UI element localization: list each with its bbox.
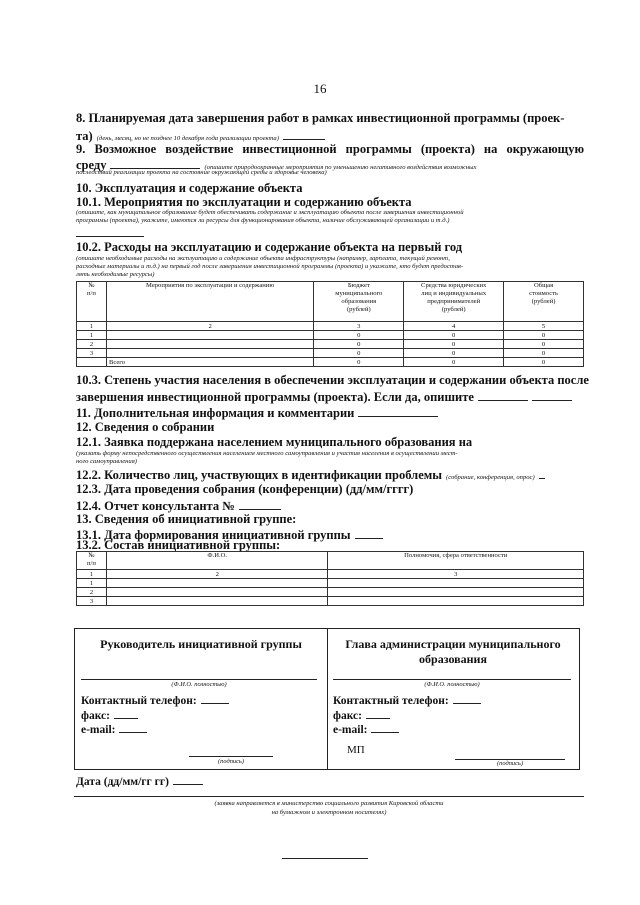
leader-fax-blank	[114, 708, 138, 719]
section-10-title: 10. Эксплуатация и содержание объекта	[76, 181, 303, 195]
head-sign-note: (подпись)	[497, 760, 523, 767]
expenses-header-num: № п/п	[77, 282, 107, 322]
group-table-header	[77, 552, 584, 570]
section-12-2-blank	[539, 468, 545, 479]
table-cell: 0	[314, 358, 404, 367]
section-8-title: 8. Планируемая дата завершения работ в рамках инвестиционной программы (проек-	[76, 111, 565, 125]
section-8-blank	[283, 129, 325, 140]
head-phone-blank	[453, 693, 481, 704]
section-12-1-note: (указать форму непосредственного осуществления населением местного самоуправления и участия населения в осуществлении мест-	[76, 450, 458, 457]
table-cell: 0	[404, 358, 504, 367]
table-cell: 3	[314, 322, 404, 331]
section-12-1-title: 12.1. Заявка поддержана населением муниципального образования на	[76, 435, 473, 449]
section-10-1-blank	[76, 236, 144, 237]
table-cell: 3	[328, 570, 584, 579]
section-13-title: 13. Сведения об инициативной группе:	[76, 512, 297, 526]
head-phone-label: Контактный телефон:	[333, 695, 449, 707]
table-cell: 0	[314, 331, 404, 340]
head-email-label: e-mail:	[333, 724, 368, 736]
table-cell: 1	[77, 579, 107, 588]
table-cell: 1	[77, 322, 107, 331]
date-blank	[173, 774, 203, 785]
leader-phone-label: Контактный телефон:	[81, 695, 197, 707]
leader-fio-note: (Ф.И.О. полностью)	[171, 681, 227, 688]
section-9-blank	[110, 158, 200, 169]
leader-sign-line	[189, 756, 273, 757]
table-cell: 0	[404, 349, 504, 358]
section-11-blank	[358, 406, 438, 417]
leader-fax-label: факс:	[81, 710, 110, 722]
section-9-title: 9. Возможное воздействие инвестиционной программы (проекта) на окружающую	[76, 142, 584, 156]
section-10-1-note-2: программы (проекта), укажите, имеются ли ресурсы для функционирования объекта, наличие обслуживающей организации и т.д.)	[76, 217, 450, 224]
table-cell: 0	[504, 340, 584, 349]
expenses-table-header	[77, 282, 584, 322]
table-row	[77, 349, 584, 358]
section-12-4-blank	[239, 499, 281, 510]
group-header-num: № п/п	[77, 552, 107, 570]
head-fax-blank	[366, 708, 390, 719]
table-cell: Всего	[106, 358, 313, 367]
section-9-title-end: среду	[76, 158, 107, 172]
section-11-title: 11. Дополнительная информация и комментарии	[76, 406, 355, 420]
table-cell: 3	[77, 349, 107, 358]
date-label: Дата (дд/мм/гг гг)	[76, 776, 169, 788]
signature-block	[74, 628, 580, 770]
table-cell	[328, 597, 584, 606]
table-cell: 0	[504, 349, 584, 358]
table-cell: 1	[77, 331, 107, 340]
table-cell: 4	[404, 322, 504, 331]
section-13-2-title: 13.2. Состав инициативной группы:	[76, 538, 281, 552]
table-cell: 0	[404, 340, 504, 349]
table-cell: 0	[404, 331, 504, 340]
section-10-3-title-end: завершения инвестиционной программы (проекта). Если да, опишите	[76, 390, 474, 404]
table-cell	[106, 331, 313, 340]
table-cell	[106, 588, 328, 597]
section-10-3-blank	[478, 390, 528, 401]
table-cell: 3	[77, 597, 107, 606]
footer-note-2: на бумажном и электронном носителях)	[271, 809, 387, 816]
expenses-header-municipal: Бюджет муниципального образования (рублей)	[314, 282, 404, 322]
head-fax-label: факс:	[333, 710, 362, 722]
leader-email	[81, 720, 147, 738]
table-cell: 0	[314, 340, 404, 349]
head-email	[333, 720, 399, 738]
leader-phone-blank	[201, 693, 229, 704]
table-cell	[328, 579, 584, 588]
table-cell: 2	[106, 322, 313, 331]
footer-rule	[74, 796, 584, 797]
section-8-note: (день, месяц, но не позднее 10 декабря года реализации проекта)	[96, 135, 279, 142]
table-cell	[106, 597, 328, 606]
table-cell	[77, 358, 107, 367]
section-10-3-blank-2	[532, 390, 572, 401]
section-10-2-title: 10.2. Расходы на эксплуатацию и содержание объекта на первый год	[76, 240, 463, 254]
expenses-table	[76, 281, 584, 367]
table-cell: 0	[504, 331, 584, 340]
leader-fio-line	[81, 679, 317, 680]
table-cell	[106, 349, 313, 358]
section-12-title: 12. Сведения о собрании	[76, 420, 215, 434]
section-10-1-title: 10.1. Мероприятия по эксплуатации и содержанию объекта	[76, 195, 412, 209]
expenses-header-activity: Мероприятия по эксплуатации и содержанию	[106, 282, 313, 322]
table-cell: 0	[314, 349, 404, 358]
table-row	[77, 570, 584, 579]
group-header-authority: Полномочия, сфера ответственности	[328, 552, 584, 570]
section-13-1-title: 13.1. Дата формирования инициативной группы	[76, 528, 351, 542]
section-10-1-note: (опишите, как муниципальное образование будет обеспечивать содержание и эксплуатацию объекта после завершения инвестиционной	[76, 209, 464, 216]
table-cell: 2	[77, 340, 107, 349]
expenses-header-private: Средства юридических лиц и индивидуальных предпринимателей (рублей)	[404, 282, 504, 322]
table-cell: 0	[504, 358, 584, 367]
leader-email-label: e-mail:	[81, 724, 116, 736]
bottom-rule	[282, 858, 368, 859]
head-admin-title-2: образования	[419, 652, 487, 666]
head-admin-title: Глава администрации муниципального	[345, 637, 561, 651]
section-9-note: (опишите природоохранные мероприятия по уменьшению негативного воздействия возможных	[204, 164, 477, 171]
table-cell	[106, 340, 313, 349]
table-cell	[106, 579, 328, 588]
section-12-3-title: 12.3. Дата проведения собрания (конференции) (дд/мм/гггг)	[76, 482, 414, 496]
expenses-header-total: Общая стоимость (рублей)	[504, 282, 584, 322]
leader-email-blank	[119, 722, 147, 733]
table-cell	[328, 588, 584, 597]
page-number: 16	[313, 81, 327, 96]
head-fio-note: (Ф.И.О. полностью)	[424, 681, 480, 688]
table-cell: 5	[504, 322, 584, 331]
date-line	[76, 772, 203, 790]
section-9-note-2: последствий реализации проекта на состояние окружающей среды и здоровье человека)	[76, 169, 327, 176]
leader-title: Руководитель инициативной группы	[100, 637, 302, 651]
section-12-4-title: 12.4. Отчет консультанта №	[76, 499, 235, 513]
table-row	[77, 340, 584, 349]
section-10-2-note-3: лять необходимые ресурсы)	[76, 271, 155, 278]
leader-sign-note: (подпись)	[218, 758, 244, 765]
section-12-2-title: 12.2. Количество лиц, участвующих в идентификации проблемы	[76, 468, 443, 482]
table-cell: 2	[106, 570, 328, 579]
table-cell: 1	[77, 570, 107, 579]
section-13-1-blank	[355, 528, 383, 539]
table-row	[77, 597, 584, 606]
table-row	[77, 588, 584, 597]
section-12-1-note-2: ного самоуправления)	[76, 458, 137, 465]
head-email-blank	[371, 722, 399, 733]
stamp-place: МП	[347, 744, 365, 756]
section-12-2-note: (собрание, конференция, опрос)	[446, 474, 535, 481]
section-10-2-note: (опишите необходимые расходы на эксплуатацию и содержание объекта инфраструктуры (например, зарплата, текущий ремонт,	[76, 255, 450, 262]
group-table	[76, 551, 584, 606]
table-row	[77, 331, 584, 340]
group-header-fio: Ф.И.О.	[106, 552, 328, 570]
section-10-3-title: 10.3. Степень участия населения в обеспечении эксплуатации и содержании объекта после	[76, 373, 589, 387]
table-row	[77, 322, 584, 331]
section-8-title-end: та)	[76, 129, 93, 143]
head-fio-line	[333, 679, 571, 680]
section-10-2-note-2: расходные материалы и т.д.) на первый год после завершения инвестиционной программы (проекта) и укажите, кто будет предостав-	[76, 263, 464, 270]
footer-note: (заявка направляется в министерство социального развития Кировской области	[214, 800, 444, 807]
table-row	[77, 579, 584, 588]
table-cell: 2	[77, 588, 107, 597]
table-row-total	[77, 358, 584, 367]
